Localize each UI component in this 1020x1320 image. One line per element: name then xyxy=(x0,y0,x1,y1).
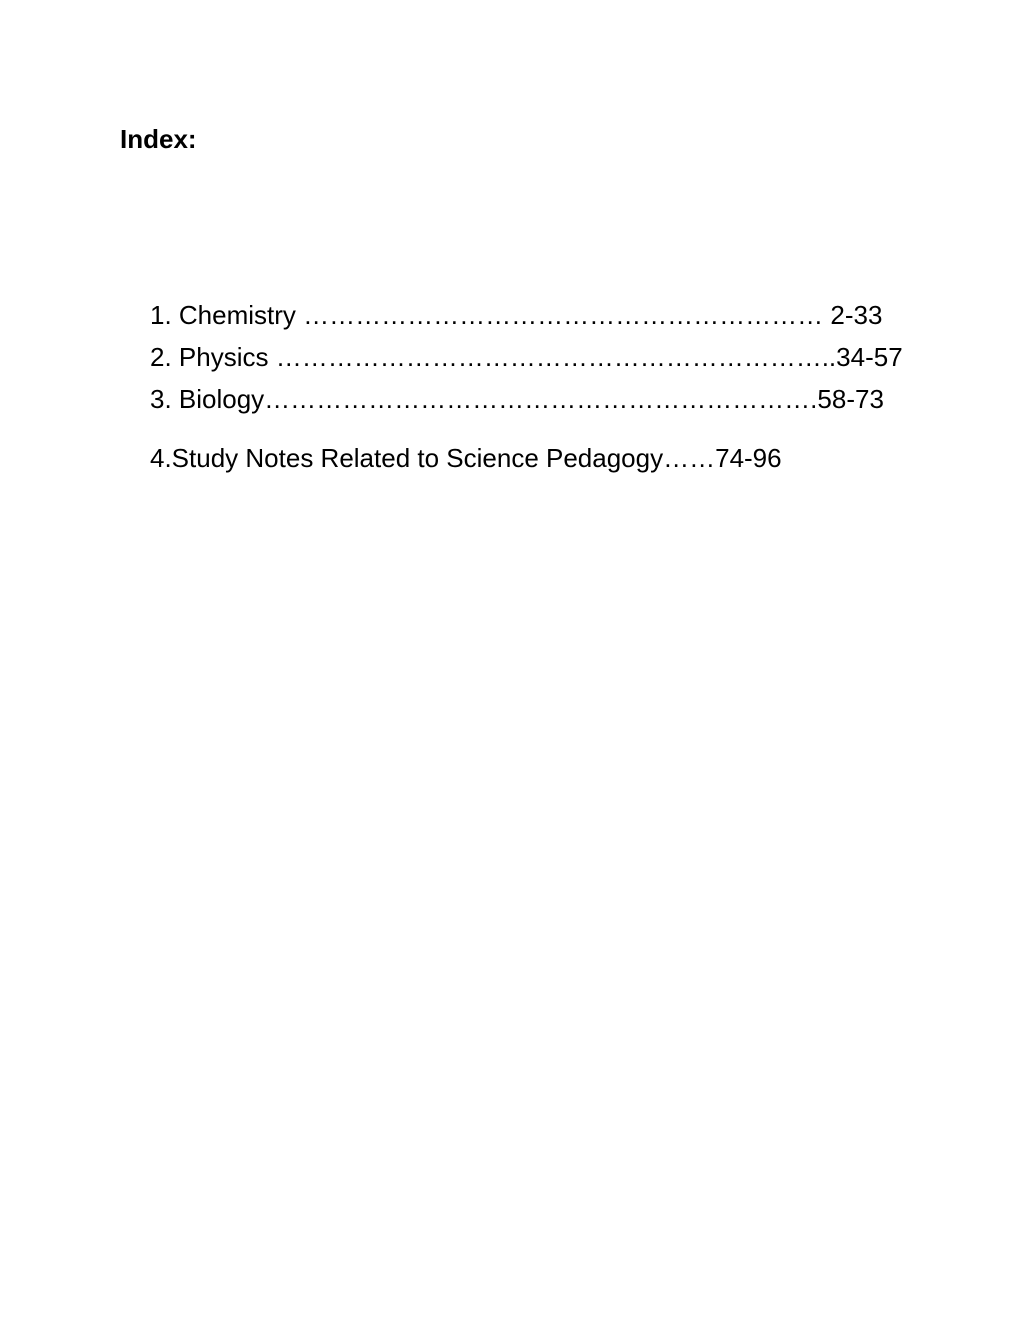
toc-entry-study-notes: 4.Study Notes Related to Science Pedagogy……74-96 xyxy=(150,443,782,473)
page-title: Index: xyxy=(120,124,197,154)
toc-entry-physics: 2. Physics ………………………………………………………..34-57 xyxy=(150,342,903,372)
table-of-contents xyxy=(150,0,903,500)
toc-entry-chemistry: 1. Chemistry …………………………………………………… 2-33 xyxy=(150,300,883,330)
toc-entry-biology: 3. Biology……………………………………………………….58-73 xyxy=(150,384,884,414)
